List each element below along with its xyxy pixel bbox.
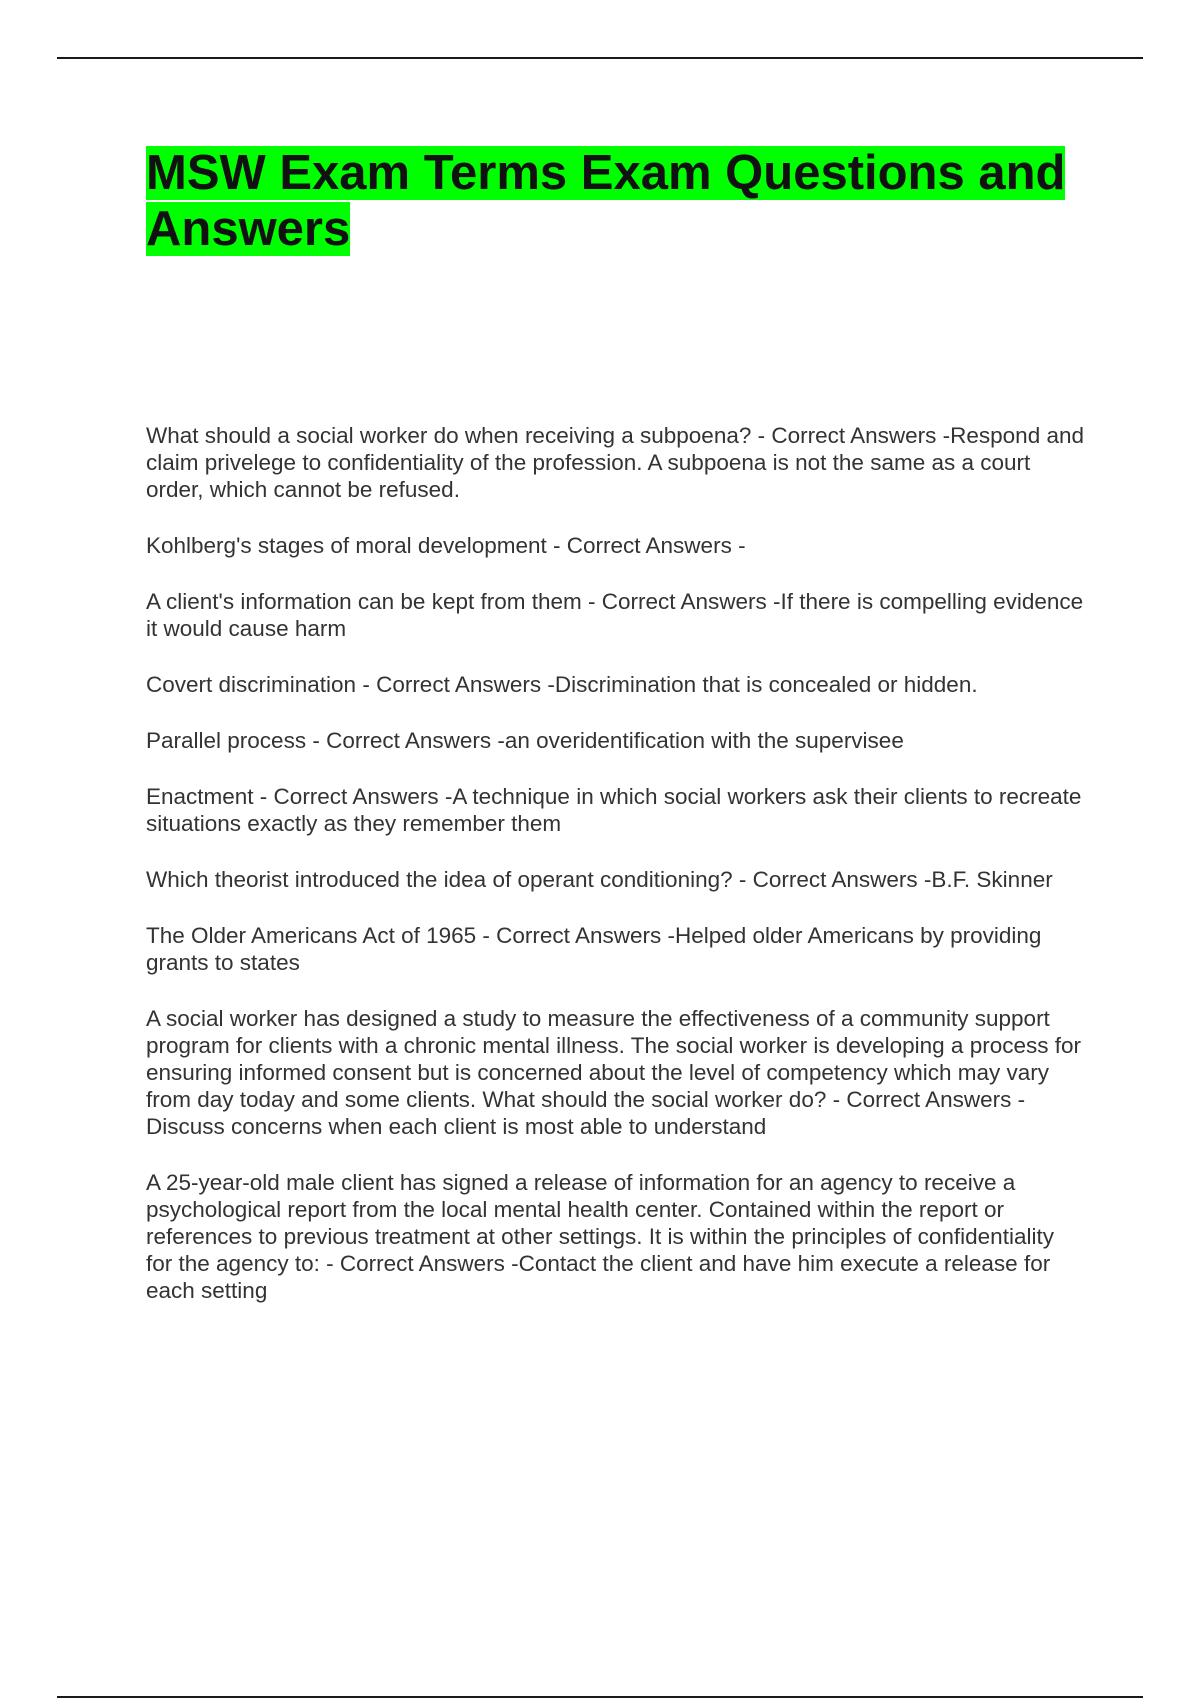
qa-item: Covert discrimination - Correct Answers -Discrimination that is concealed or hidden. [146, 672, 978, 697]
qa-item: A social worker has designed a study to measure the effectiveness of a community support program for clients with a chronic mental illness. The social worker is developing a process for ensuring informed consent but is concerned about the level of competency which may vary from day today and some clients. What should the social worker do? - Correct Answers -Discuss concerns when each client is most able to understand [146, 1006, 1081, 1139]
qa-item: A 25-year-old male client has signed a release of information for an agency to receive a psychological report from the local mental health center. Contained within the report or references to previous treatment at other settings. It is within the principles of confidentiality for the agency to: - Correct Answers -Contact the client and have him execute a release for each setting [146, 1170, 1054, 1303]
qa-item: Parallel process - Correct Answers -an overidentification with the supervisee [146, 728, 904, 753]
title-highlight: MSW Exam Terms Exam Questions and Answers [146, 146, 1066, 256]
document-title [146, 145, 1086, 257]
document-content [146, 145, 1086, 1303]
qa-item: Which theorist introduced the idea of operant conditioning? - Correct Answers -B.F. Skinner [146, 867, 1053, 892]
qa-item: A client's information can be kept from them - Correct Answers -If there is compelling evidence it would cause harm [146, 589, 1084, 641]
qa-item: Enactment - Correct Answers -A technique in which social workers ask their clients to recreate situations exactly as they remember them [146, 784, 1082, 836]
footer-rule [57, 1696, 1143, 1698]
qa-list [146, 422, 1086, 1333]
qa-item: What should a social worker do when receiving a subpoena? - Correct Answers -Respond and claim privelege to confidentiality of the profession. A subpoena is not the same as a court order, which cannot be refused. [146, 423, 1085, 502]
qa-item: The Older Americans Act of 1965 - Correct Answers -Helped older Americans by providing grants to states [146, 923, 1042, 975]
qa-item: Kohlberg's stages of moral development - Correct Answers - [146, 533, 746, 558]
header-rule [57, 57, 1143, 59]
